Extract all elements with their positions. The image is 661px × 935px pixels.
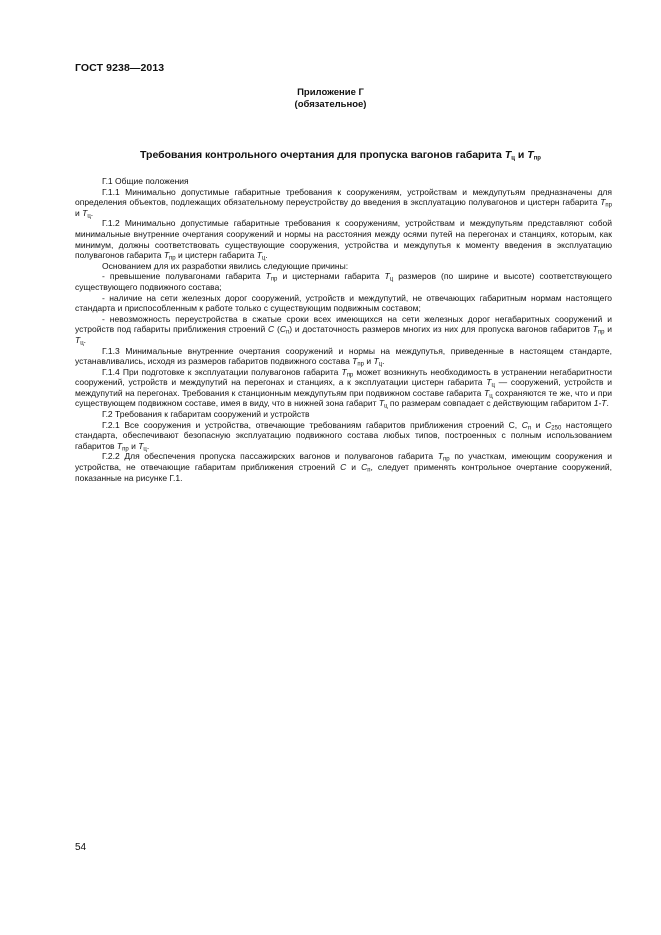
reasons-intro: Основанием для их разработки явились следующие причины:: [102, 260, 349, 271]
page-number: 54: [75, 842, 87, 853]
clause-g1-1: Г.1.1 Минимально допустимые габаритные требования к сооружениям, устройствам и междупутьям предназначены для определения объектов, подлежащих обязательному переустройству до введения в эксплуатацию полувагонов и цистерн габарита $T_{пр}$ и $T_ц$.: [75, 186, 612, 220]
title-subscript: ц: [511, 155, 515, 162]
title-symbol: T: [527, 149, 534, 161]
appendix-title: [60, 149, 621, 161]
title-symbol: T: [504, 149, 512, 161]
appendix-status: (обязательное): [294, 99, 367, 110]
clause-g1-2: Г.1.2 Минимально допустимые габаритные требования к сооружениям, устройствам и междупутьям представляют собой минимальные внутренние очертания сооружений и нормы на расстояния между осями путей на перегонах и станциях, которым, как минимум, должны соответствовать существующие сооружения, устройства и междупутья к моменту введения в эксплуатацию полувагонов габарита $T_{пр}$ и цистерн габарита $T_ц$.: [75, 218, 612, 262]
title-text: Требования контрольного очертания для пропуска вагонов габарита: [140, 149, 505, 161]
clause-g2-1: Г.2.1 Все сооружения и устройства, отвечающие требованиям габаритов приближения строений С, $С_п$ и $С_{250}$ настоящего стандарта, обеспечивают безопасную эксплуатацию подвижного состава любых типов, построенных с полным использованием габаритов $T_{пр}$ и $T_ц$.: [75, 419, 612, 453]
clause-g1-4: Г.1.4 При подготовке к эксплуатации полувагонов габарита $T_{пр}$ может возникнуть необходимость в устранении негабаритности сооружений, устройств и междупутий на перегонах и станциях, а к эксплуатации цистерн габарита $T_ц$ — сооружений, устройств и междупутий на перегонах. Требования к станционным междупутьям при подвижном составе габарита $T_ц$ сохраняются те же, что и при существующем подвижном составе, имея в виду, что в нижней зона габарит $T_ц$ по размерам совпадает с действующим габаритом 1-Т.: [75, 366, 612, 410]
appendix-label: Приложение Г: [297, 87, 364, 98]
appendix-heading: [0, 87, 661, 111]
document-body: [75, 176, 612, 483]
section-heading-g1: Г.1 Общие положения: [102, 176, 189, 186]
clause-g2-2: Г.2.2 Для обеспечения пропуска пассажирских вагонов и полувагонов габарита $T_{пр}$ по участкам, имеющим сооружения и устройства, не отвечающие габаритам приближения строений С и $С_п$, следует применять контрольное очертание сооружений, показанные на рисунке Г.1.: [75, 451, 612, 483]
reason-item: - наличие на сети железных дорог сооружений, устройств и междупутий, не отвечающих габаритным нормам настоящего стандарта и приспособленным к работе только с существующим подвижным составом;: [75, 292, 612, 314]
section-heading-g2: Г.2 Требования к габаритам сооружений и устройств: [102, 409, 310, 420]
reason-item: - невозможность переустройства в сжатые сроки всех имеющихся на сети железных дорог негабаритных сооружений и устройств под габариты приближения строений С $(С_п)$ и достаточность размеров многих из них для пропуска вагонов габаритов $T_{пр}$ и $T_ц$.: [75, 313, 612, 347]
title-conjunction: и: [514, 149, 528, 161]
title-subscript: пр: [533, 155, 541, 162]
clause-g1-3: Г.1.3 Минимальные внутренние очертания сооружений и нормы на междупутья, приведенные в настоящем стандарте, устанавливались, исходя из размеров габаритов подвижного состава $T_{пр}$ и $T_ц$.: [75, 345, 612, 368]
reason-item: - превышение полувагонами габарита $T_{пр}$ и цистернами габарита $T_ц$ размеров (по ширине и высоте) соответствующего существующего подвижного состава;: [75, 271, 612, 292]
document-header: ГОСТ 9238—2013: [75, 62, 165, 74]
